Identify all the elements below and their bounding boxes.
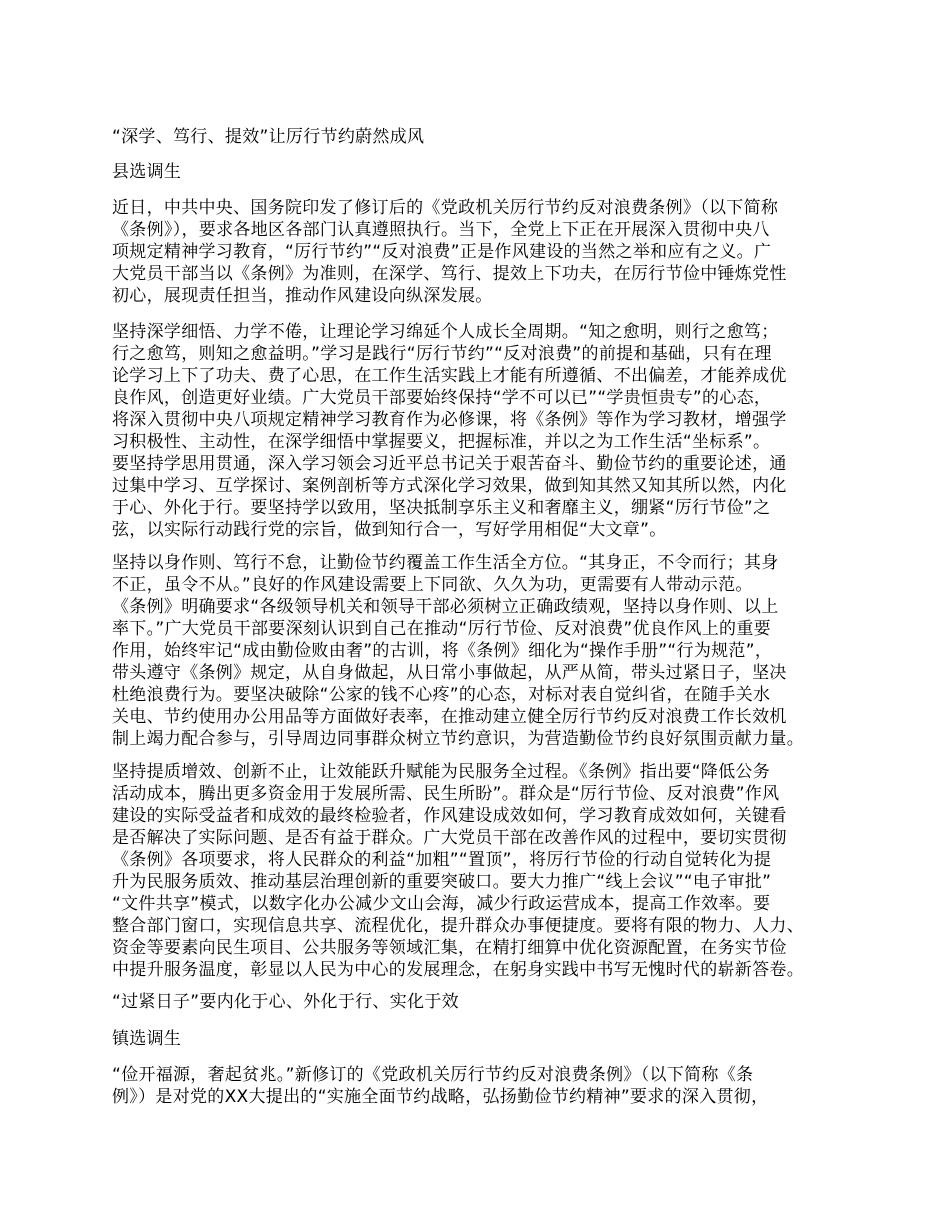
article-author xyxy=(112,161,852,183)
paragraph-line: 近日，中共中央、国务院印发了修订后的《党政机关厉行节约反对浪费条例》（以下简称 xyxy=(112,198,779,218)
paragraph-line: 项规定精神学习教育，“厉行节约”“反对浪费”正是作风建设的当然之举和应有之义。广 xyxy=(112,242,772,262)
paragraph-line: 关电、节约使用办公用品等方面做好表率，在推动建立健全厉行节约反对浪费工作长效机 xyxy=(112,707,787,727)
article-heading xyxy=(112,991,852,1013)
paragraph-line: 习积极性、主动性，在深学细悟中掌握要义，把握标准，并以之为工作生活“坐标系”。 xyxy=(112,432,771,452)
article-heading xyxy=(112,126,852,148)
paragraph-line: 过集中学习、互学探讨、案例剖析等方式深化学习效果，做到知其然又知其所以然，内化 xyxy=(112,476,787,496)
paragraph-line: 坚持提质增效、创新不止，让效能跃升赋能为民服务全过程。《条例》指出要“降低公务 xyxy=(112,762,771,782)
paragraph-line: 弦，以实际行动践行党的宗旨，做到知行合一，写好学用相促“大文章”。 xyxy=(112,520,667,540)
paragraph-line: 建设的实际受益者和成效的最终检验者，作风建设成效如何，学习教育成效如何，关键看 xyxy=(112,806,787,826)
paragraph xyxy=(112,1064,852,1108)
paragraph-line: 例》）是对党的XX大提出的“实施全面节约战略，弘扬勤俭节约精神”要求的深入贯彻， xyxy=(112,1087,769,1107)
paragraph-line: 《条例》明确要求“各级领导机关和领导干部必须树立正确政绩观，坚持以身作则、以上 xyxy=(112,597,779,617)
paragraph-line: 率下。”广大党员干部要深刻认识到自己在推动“厉行节俭、反对浪费”优良作风上的重要 xyxy=(112,619,771,639)
author-text: 县选调生 xyxy=(112,162,182,182)
heading-text: “深学、笃行、提效”让厉行节约蔚然成风 xyxy=(112,127,425,147)
author-text: 镇选调生 xyxy=(112,1029,182,1049)
paragraph-line: 资金等要素向民生项目、公共服务等领域汇集，在精打细算中优化资源配置，在务实节俭 xyxy=(112,938,787,958)
paragraph-line: 整合部门窗口，实现信息共享、流程优化，提升群众办事便捷度。要将有限的物力、人力、 xyxy=(112,916,804,936)
paragraph-line: 是否解决了实际问题、是否有益于群众。广大党员干部在改善作风的过程中，要切实贯彻 xyxy=(112,828,787,848)
paragraph-line: 《条例》各项要求，将人民群众的利益“加粗”“置顶”，将厉行节俭的行动自觉转化为提 xyxy=(112,850,772,870)
paragraph xyxy=(112,321,852,541)
paragraph-line: 良作风，创造更好业绩。广大党员干部要始终保持“学不可以已”“学贵恒贵专”的心态， xyxy=(112,388,772,408)
heading-text: “过紧日子”要内化于心、外化于行、实化于效 xyxy=(112,992,459,1012)
paragraph-line: 将深入贯彻中央八项规定精神学习教育作为必修课，将《条例》等作为学习教材，增强学 xyxy=(112,410,787,430)
paragraph-line: 于心、外化于行。要坚持学以致用，坚决抵制享乐主义和奢靡主义，绷紧“厉行节俭”之 xyxy=(112,498,771,518)
paragraph-line: 升为民服务质效、推动基层治理创新的重要突破口。要大力推广“线上会议”“电子审批” xyxy=(112,872,772,892)
paragraph xyxy=(112,761,852,981)
paragraph-line: 不正，虽令不从。”良好的作风建设需要上下同欲、久久为功，更需要有人带动示范。 xyxy=(112,575,753,595)
paragraph-line: 行之愈笃，则知之愈益明。”学习是践行“厉行节约”“反对浪费”的前提和基础，只有在理 xyxy=(112,344,772,364)
paragraph-line: 坚持以身作则、笃行不怠，让勤俭节约覆盖工作生活全方位。“其身正，不令而行；其身 xyxy=(112,553,779,573)
paragraph-line: “文件共享”模式，以数字化办公减少文山会海，减少行政运营成本，提高工作效率。要 xyxy=(112,894,771,914)
paragraph-line: 作用，始终牢记“成由勤俭败由奢”的古训，将《条例》细化为“操作手册”“行为规范”， xyxy=(112,641,773,661)
paragraph xyxy=(112,197,852,307)
paragraph-line: 要坚持学思用贯通，深入学习领会习近平总书记关于艰苦奋斗、勤俭节约的重要论述，通 xyxy=(112,454,787,474)
paragraph-line: 论学习上下了功夫、费了心思，在工作生活实践上才能有所遵循、不出偏差，才能养成优 xyxy=(112,366,787,386)
paragraph-line: 初心，展现责任担当，推动作风建设向纵深发展。 xyxy=(112,286,493,306)
paragraph-line: 带头遵守《条例》规定，从自身做起，从日常小事做起，从严从简，带头过紧日子，坚决 xyxy=(112,663,787,683)
paragraph-line: 杜绝浪费行为。要坚决破除“公家的钱不心疼”的心态，对标对表自觉纠省，在随手关水 xyxy=(112,685,771,705)
paragraph-line: 《条例》），要求各地区各部门认真遵照执行。当下，全党上下正在开展深入贯彻中央八 xyxy=(112,220,770,240)
paragraph-line: 制上竭力配合参与，引导周边同事群众树立节约意识，为营造勤俭节约良好氛围贡献力量。 xyxy=(112,729,804,749)
paragraph-line: 坚持深学细悟、力学不倦，让理论学习绵延个人成长全周期。“知之愈明，则行之愈笃； xyxy=(112,322,779,342)
paragraph-line: “俭开福源，奢起贫兆。”新修订的《党政机关厉行节约反对浪费条例》（以下简称《条 xyxy=(112,1065,754,1085)
paragraph-line: 活动成本，腾出更多资金用于发展所需、民生所盼”。群众是“厉行节俭、反对浪费”作风 xyxy=(112,784,780,804)
paragraph xyxy=(112,552,852,750)
paragraph-line: 大党员干部当以《条例》为准则，在深学、笃行、提效上下功夫，在厉行节俭中锤炼党性 xyxy=(112,264,787,284)
paragraph-line: 中提升服务温度，彰显以人民为中心的发展理念，在躬身实践中书写无愧时代的崭新答卷。 xyxy=(112,960,804,980)
article-author xyxy=(112,1028,852,1050)
